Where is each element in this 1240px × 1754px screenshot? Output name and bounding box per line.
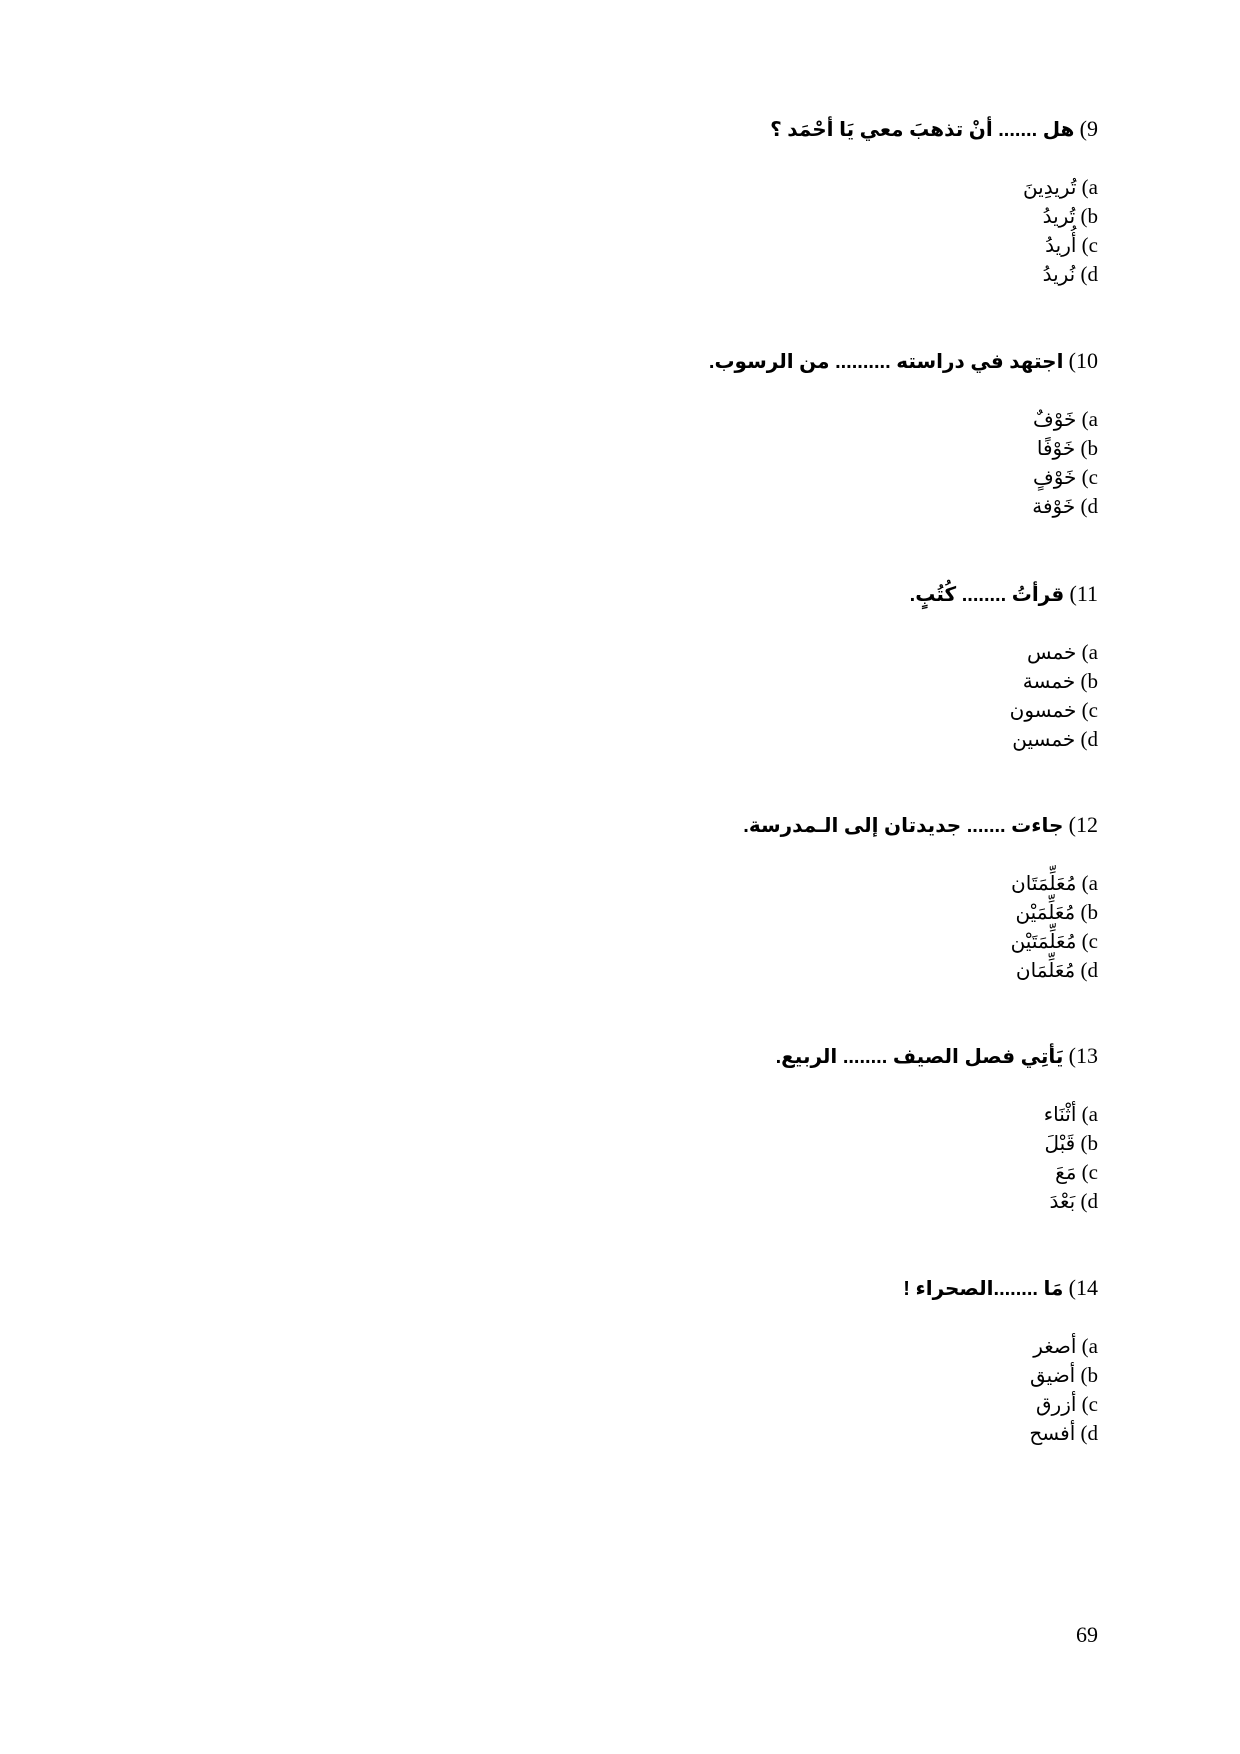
- option-text: أضيق: [1029, 1365, 1076, 1387]
- option-text: قَبْلَ: [1044, 1133, 1076, 1155]
- option-letter: c): [1081, 233, 1098, 257]
- option-letter: c): [1081, 1392, 1098, 1416]
- question-stem: [298, 580, 1098, 608]
- option-text: أُريدُ: [1045, 235, 1077, 257]
- question-13: [298, 1042, 1098, 1216]
- option-c: [298, 231, 1098, 260]
- option-text: مُعَلِّمَتَيْن: [1010, 931, 1077, 953]
- option-text: أثْنَاء: [1043, 1104, 1077, 1126]
- question-14: [298, 1274, 1098, 1448]
- option-a: [298, 869, 1098, 898]
- option-letter: d): [1080, 1189, 1098, 1213]
- option-text: مُعَلِّمَان: [1015, 960, 1076, 982]
- option-c: [298, 927, 1098, 956]
- option-b: [298, 202, 1098, 231]
- option-b: [298, 898, 1098, 927]
- question-number: 12): [1068, 812, 1098, 837]
- option-text: أفسح: [1029, 1423, 1076, 1445]
- option-letter: a): [1081, 175, 1098, 199]
- option-c: [298, 463, 1098, 492]
- option-d: [298, 1187, 1098, 1216]
- option-c: [298, 696, 1098, 725]
- option-letter: c): [1081, 929, 1098, 953]
- option-d: [298, 725, 1098, 754]
- options-list: [298, 173, 1098, 289]
- option-b: [298, 667, 1098, 696]
- question-stem: [298, 811, 1098, 839]
- option-letter: d): [1080, 727, 1098, 751]
- question-text: اجتهد في دراسته .......... من الرسوب.: [708, 351, 1064, 373]
- option-letter: c): [1081, 1160, 1098, 1184]
- option-text: أصغر: [1033, 1336, 1077, 1358]
- option-d: [298, 492, 1098, 521]
- option-c: [298, 1390, 1098, 1419]
- option-text: خَوْفٌ: [1032, 409, 1077, 431]
- option-b: [298, 1129, 1098, 1158]
- question-stem: [298, 1274, 1098, 1302]
- option-b: [298, 1361, 1098, 1390]
- option-text: نُريدُ: [1042, 264, 1076, 286]
- option-a: [298, 173, 1098, 202]
- option-letter: d): [1080, 1421, 1098, 1445]
- option-text: خمسين: [1012, 729, 1076, 751]
- option-text: خمس: [1026, 642, 1077, 664]
- option-text: تُريدِينَ: [1022, 177, 1077, 199]
- option-letter: b): [1080, 436, 1098, 460]
- option-letter: a): [1081, 871, 1098, 895]
- page-number: 69: [1076, 1622, 1098, 1647]
- question-number: 10): [1068, 348, 1098, 373]
- option-letter: b): [1080, 1131, 1098, 1155]
- option-letter: b): [1080, 900, 1098, 924]
- option-text: خَوْفٍ: [1032, 467, 1077, 489]
- question-9: [298, 115, 1098, 289]
- option-text: مُعَلِّمَتَان: [1011, 873, 1077, 895]
- option-text: مَعَ: [1055, 1162, 1077, 1184]
- option-letter: d): [1080, 262, 1098, 286]
- question-stem: [298, 347, 1098, 375]
- options-list: [298, 405, 1098, 521]
- option-letter: a): [1081, 1102, 1098, 1126]
- question-12: [298, 811, 1098, 985]
- option-c: [298, 1158, 1098, 1187]
- option-letter: b): [1080, 1363, 1098, 1387]
- option-letter: c): [1081, 698, 1098, 722]
- option-a: [298, 1100, 1098, 1129]
- option-a: [298, 1332, 1098, 1361]
- option-text: خمسون: [1009, 700, 1077, 722]
- option-a: [298, 638, 1098, 667]
- option-d: [298, 956, 1098, 985]
- question-text: هل ....... أنْ تذهبَ معي يَا أحْمَد ؟: [770, 119, 1075, 141]
- option-letter: d): [1080, 494, 1098, 518]
- option-letter: b): [1080, 669, 1098, 693]
- question-text: يَأتِي فصل الصيف ........ الربيع.: [775, 1046, 1064, 1068]
- option-letter: d): [1080, 958, 1098, 982]
- question-number: 9): [1079, 116, 1098, 141]
- option-text: خمسة: [1022, 671, 1076, 693]
- option-b: [298, 434, 1098, 463]
- option-text: خَوْفة: [1032, 496, 1076, 518]
- option-text: تُريدُ: [1042, 206, 1076, 228]
- question-stem: [298, 1042, 1098, 1070]
- question-stem: [298, 115, 1098, 143]
- question-number: 14): [1068, 1275, 1098, 1300]
- options-list: [298, 1332, 1098, 1448]
- question-number: 13): [1068, 1043, 1098, 1068]
- option-letter: a): [1081, 407, 1098, 431]
- question-text: جاءت ....... جديدتان إلى الـمدرسة.: [743, 815, 1064, 837]
- options-list: [298, 1100, 1098, 1216]
- option-letter: c): [1081, 465, 1098, 489]
- option-text: أزرق: [1036, 1394, 1077, 1416]
- option-d: [298, 1419, 1098, 1448]
- option-letter: b): [1080, 204, 1098, 228]
- question-number: 11): [1069, 581, 1098, 606]
- question-text: مَا ........الصحراء !: [903, 1278, 1064, 1300]
- option-text: خَوْفًا: [1036, 438, 1076, 460]
- option-a: [298, 405, 1098, 434]
- option-letter: a): [1081, 640, 1098, 664]
- question-text: قرأتُ ........ كُتُبٍ.: [909, 584, 1065, 606]
- question-11: [298, 580, 1098, 754]
- option-text: مُعَلِّمَيْن: [1015, 902, 1076, 924]
- option-text: بَعْدَ: [1049, 1191, 1076, 1213]
- options-list: [298, 638, 1098, 754]
- option-d: [298, 260, 1098, 289]
- options-list: [298, 869, 1098, 985]
- question-10: [298, 347, 1098, 521]
- option-letter: a): [1081, 1334, 1098, 1358]
